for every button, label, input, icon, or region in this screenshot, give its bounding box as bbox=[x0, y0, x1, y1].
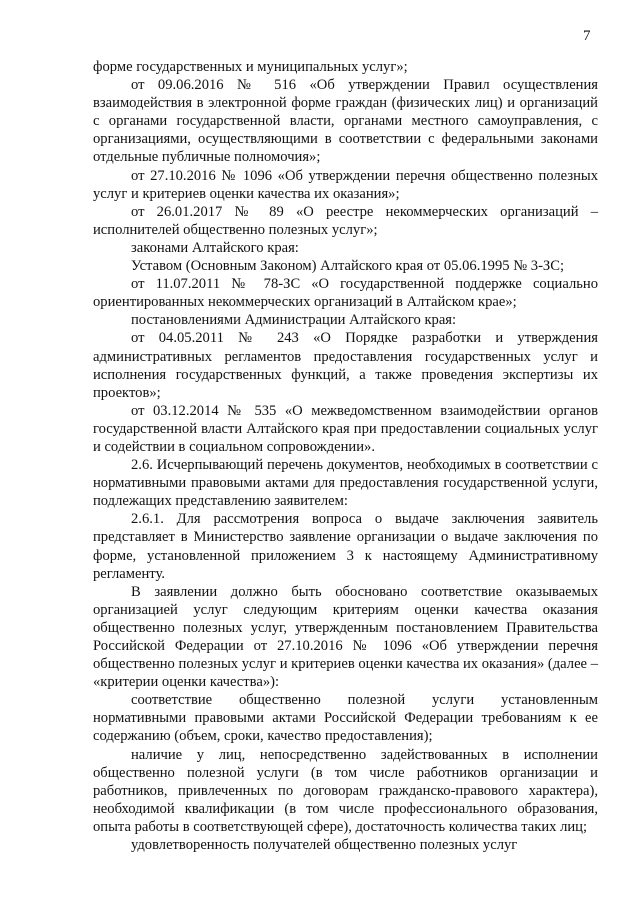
paragraph: от 26.01.2017 № 89 «О реестре некоммерческих организаций – исполнителей общественно полезных услуг»; bbox=[93, 203, 598, 238]
page-number: 7 bbox=[583, 28, 591, 44]
paragraph: от 03.12.2014 № 535 «О межведомственном взаимодействии органов государственной власти Алтайского края при предоставлении социальных услуг и содействии в социальном сопровождении». bbox=[93, 402, 598, 455]
paragraph: 2.6.1. Для рассмотрения вопроса о выдаче заключения заявитель представляет в Министерство заявление организации о выдаче заключения по форме, установленной приложением 3 к настоящему Административному регламенту. bbox=[93, 511, 598, 582]
paragraph: от 04.05.2011 № 243 «О Порядке разработки и утверждения административных регламентов предоставления государственных услуг и исполнения государственных функций, а также проведения экспертизы их проектов»; bbox=[93, 330, 598, 401]
paragraph: от 11.07.2011 № 78-ЗС «О государственной поддержке социально ориентированных некоммерческих организаций в Алтайском крае»; bbox=[93, 276, 598, 311]
paragraph: постановлениями Администрации Алтайского края: bbox=[131, 312, 457, 329]
paragraph: соответствие общественно полезной услуги установленным нормативными правовыми актами Российской Федерации требованиям к ее содержанию (объем, сроки, качество предоставления); bbox=[93, 692, 598, 745]
paragraph: форме государственных и муниципальных услуг»; bbox=[93, 59, 408, 75]
paragraph: от 09.06.2016 № 516 «Об утверждении Правил осуществления взаимодействия в электронной форме граждан (физических лиц) и организаций с органами государственной власти, органами местного самоуправления, с организациями, осуществляющими в соответствии с федеральными законами отдельные публичные полномочия»; bbox=[93, 77, 598, 166]
document-body bbox=[93, 58, 598, 854]
paragraph: удовлетворенность получателей общественно полезных услуг bbox=[131, 837, 518, 854]
paragraph: от 27.10.2016 № 1096 «Об утверждении перечня общественно полезных услуг и критериев оценки качества их оказания»; bbox=[93, 167, 598, 202]
paragraph: законами Алтайского края: bbox=[131, 239, 299, 256]
paragraph: Уставом (Основным Законом) Алтайского края от 05.06.1995 № 3-ЗС; bbox=[131, 258, 565, 275]
paragraph: наличие у лиц, непосредственно задействованных в исполнении общественно полезной услуги (в том числе работников организации и работников, привлеченных по договорам гражданско-правового характера), необходимой квалификации (в том числе профессионального образования, опыта работы в соответствующей сфере), достаточность количества таких лиц; bbox=[93, 746, 598, 835]
paragraph: В заявлении должно быть обосновано соответствие оказываемых организацией услуг следующим критериям оценки качества оказания общественно полезных услуг, утвержденным постановлением Правительства Российской Федерации от 27.10.2016 № 1096 «Об утверждении перечня общественно полезных услуг и критериев оценки качества их оказания» (далее – «критерии оценки качества»): bbox=[93, 583, 598, 691]
paragraph: 2.6. Исчерпывающий перечень документов, необходимых в соответствии с нормативными правовыми актами для предоставления государственной услуги, подлежащих представлению заявителем: bbox=[93, 457, 598, 510]
